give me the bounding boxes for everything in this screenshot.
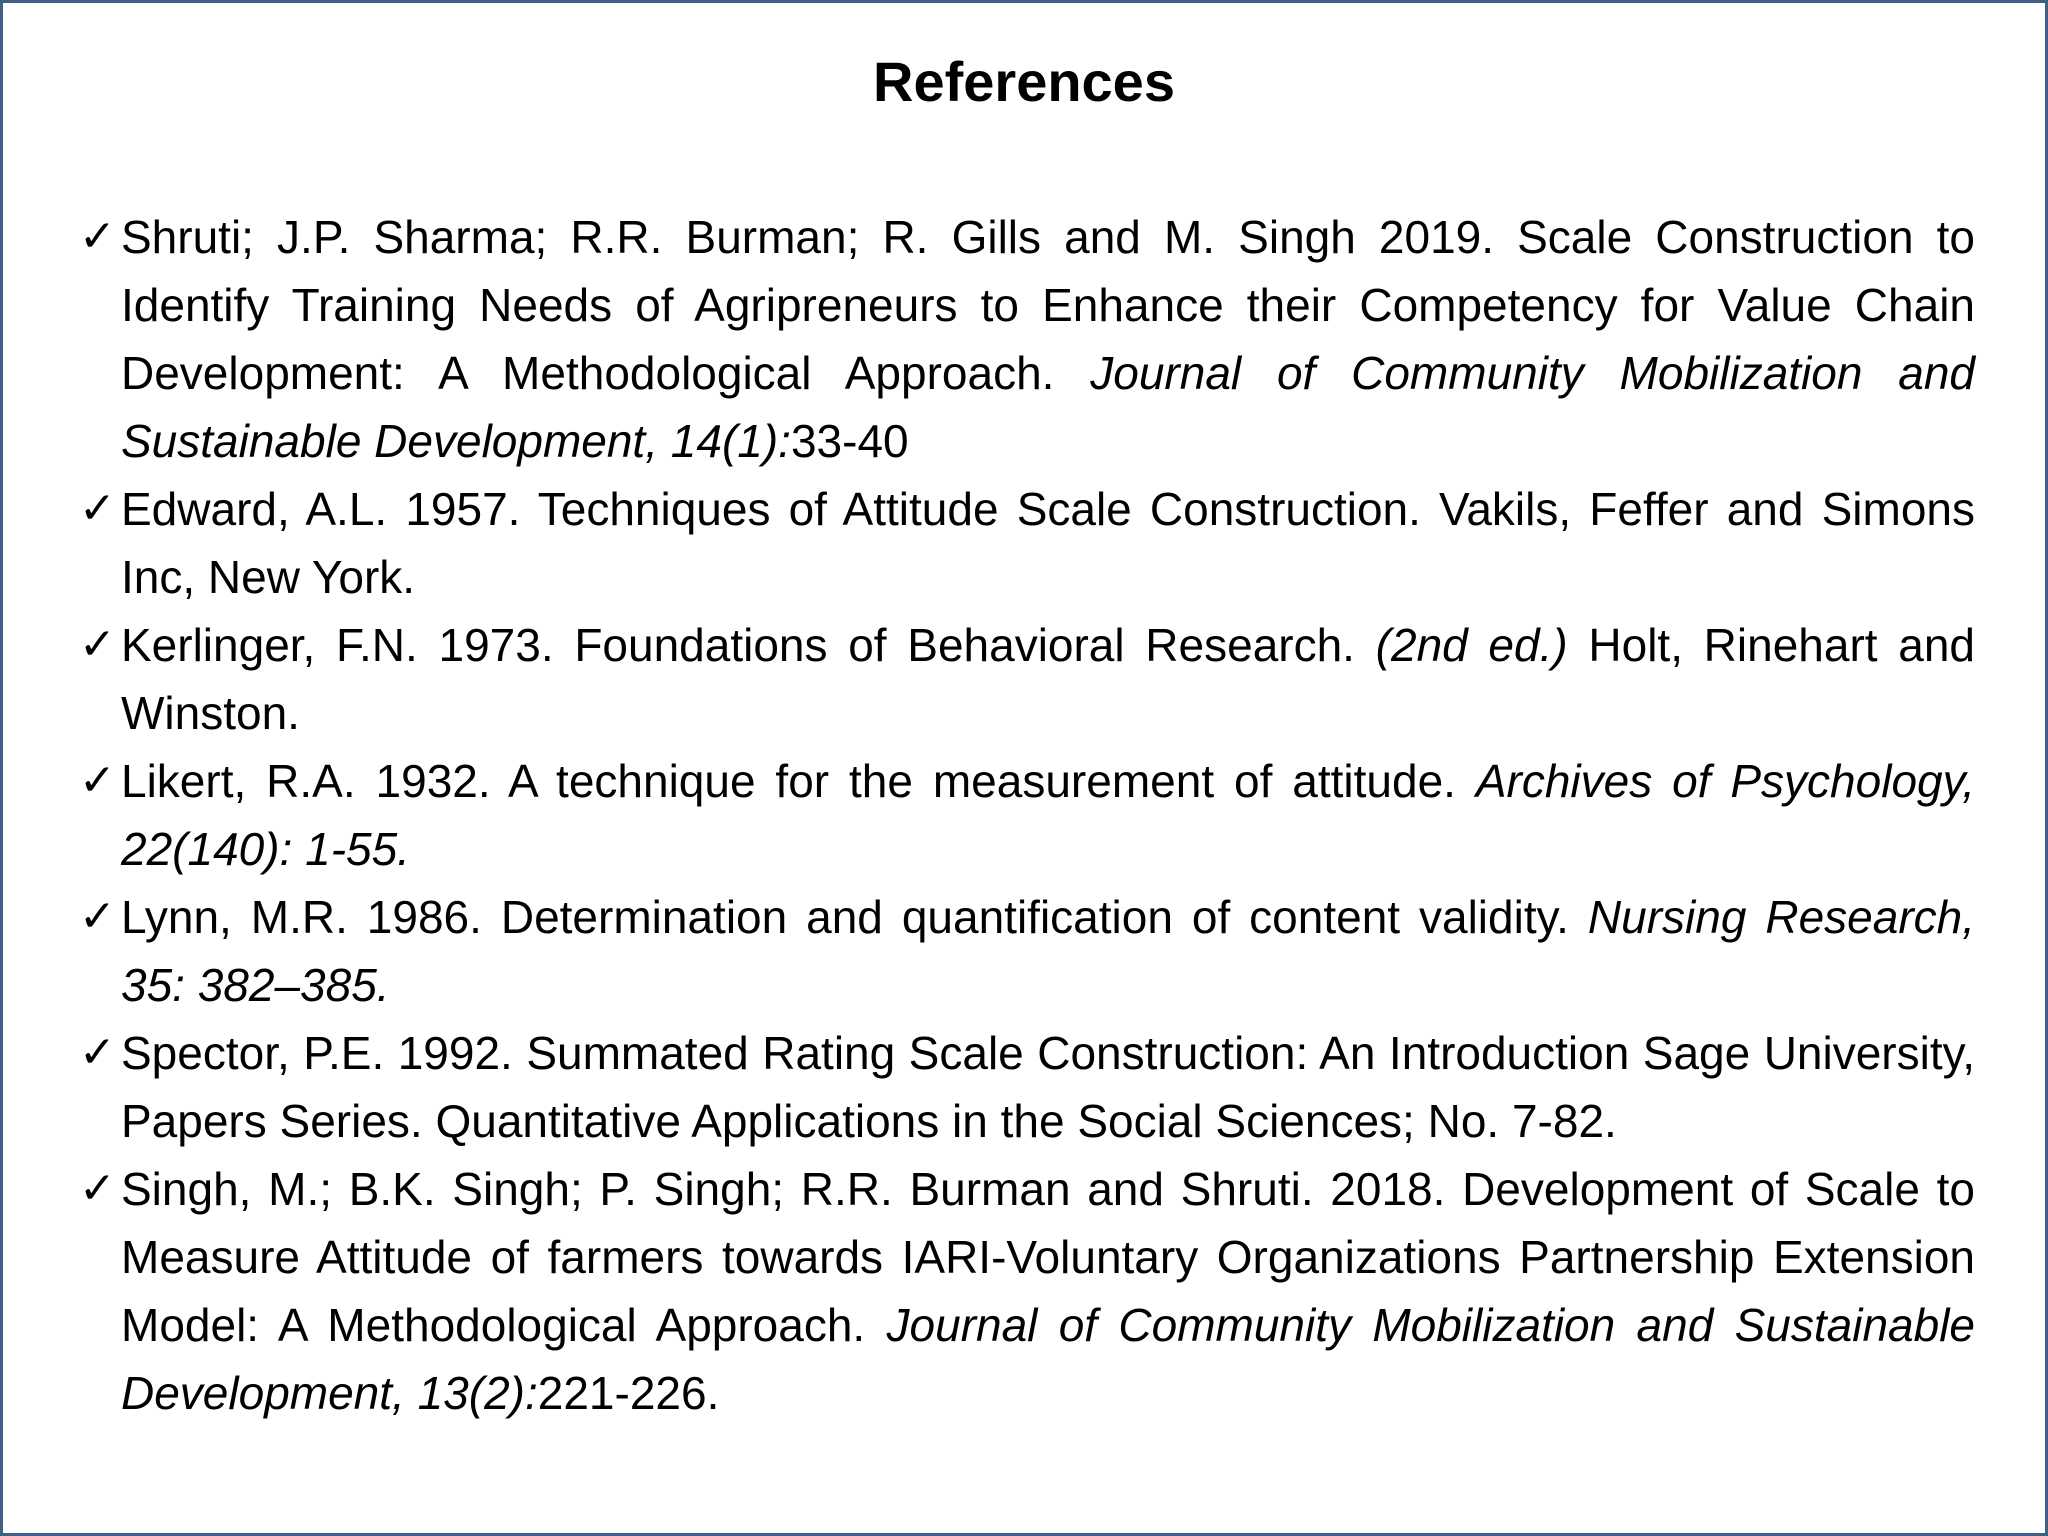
reference-item	[79, 203, 1975, 475]
reference-text: Likert, R.A. 1932. A technique for the measurement of attitude.	[121, 755, 1476, 807]
checkmark-icon: ✓	[79, 891, 116, 942]
publisher-text: Holt, Rinehart and Winston.	[121, 619, 1975, 739]
journal-name: Archives of Psychology, 22(140): 1-55.	[121, 755, 1975, 875]
checkmark-icon: ✓	[79, 1027, 116, 1078]
reference-list	[79, 203, 1975, 1427]
checkmark-icon: ✓	[79, 755, 116, 806]
checkmark-icon: ✓	[79, 1163, 116, 1214]
reference-item	[79, 1155, 1975, 1427]
reference-text: Spector, P.E. 1992. Summated Rating Scale Construction: An Introduction Sage University, Papers Series. Quantitative Applications in the Social Sciences; No. 7-82.	[121, 1027, 1975, 1147]
reference-text: Shruti; J.P. Sharma; R.R. Burman; R. Gills and M. Singh 2019. Scale Construction to Identify Training Needs of Agripreneurs to Enhance their Competency for Value Chain Development: A Methodological Approach.	[121, 211, 1975, 399]
reference-item	[79, 475, 1975, 611]
reference-text: Edward, A.L. 1957. Techniques of Attitude Scale Construction. Vakils, Feffer and Simons Inc, New York.	[121, 483, 1975, 603]
checkmark-icon: ✓	[79, 483, 116, 534]
page-title: References	[873, 50, 1175, 113]
page-range: 221-226.	[537, 1367, 720, 1419]
journal-name: Journal of Community Mobilization and Sustainable Development, 14(1):	[121, 347, 1975, 467]
journal-name: Journal of Community Mobilization and Sustainable Development, 13(2):	[121, 1299, 1976, 1419]
page-range: 33-40	[790, 415, 909, 467]
journal-name: Nursing Research, 35: 382–385.	[121, 891, 1976, 1011]
reference-item	[79, 611, 1975, 747]
checkmark-icon: ✓	[79, 211, 116, 262]
reference-item	[79, 747, 1975, 883]
reference-text: Singh, M.; B.K. Singh; P. Singh; R.R. Burman and Shruti. 2018. Development of Scale to Measure Attitude of farmers towards IARI-Voluntary Organizations Partnership Extension Model: A Methodological Approach.	[121, 1163, 1975, 1351]
reference-item	[79, 883, 1975, 1019]
reference-text: Lynn, M.R. 1986. Determination and quantification of content validity.	[121, 891, 1588, 943]
checkmark-icon: ✓	[79, 619, 116, 670]
reference-item	[79, 1019, 1975, 1155]
reference-text: Kerlinger, F.N. 1973. Foundations of Behavioral Research.	[121, 619, 1376, 671]
edition-note: (2nd ed.)	[1375, 619, 1568, 671]
